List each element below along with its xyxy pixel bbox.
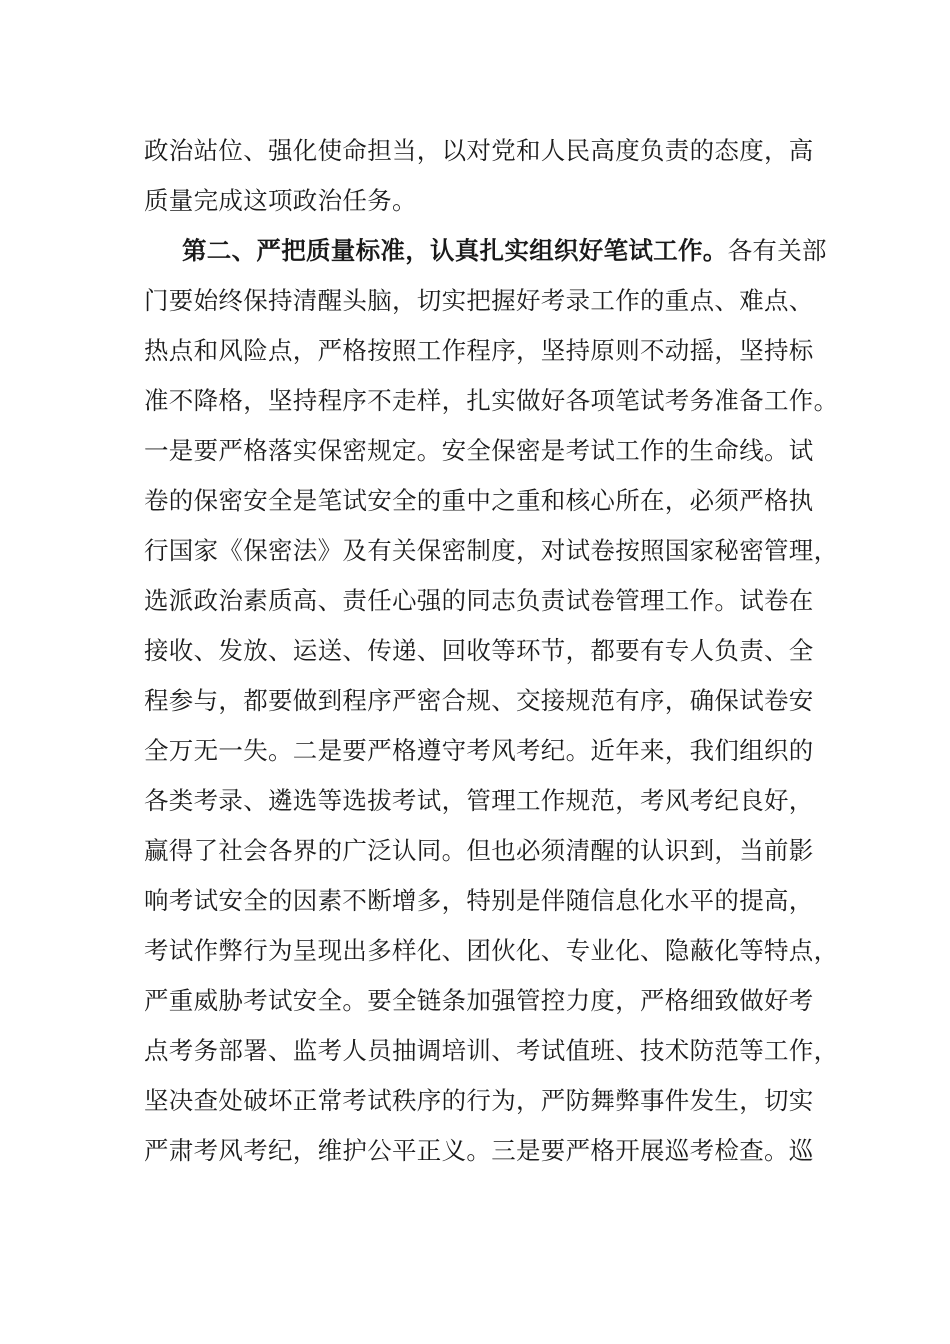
paragraph-2-line: 严重威胁考试安全。要全链条加强管控力度，严格细致做好考 xyxy=(144,986,814,1015)
paragraph-1-line: 质量完成这项政治任务。 xyxy=(144,186,417,215)
paragraph-2-line: 响考试安全的因素不断增多，特别是伴随信息化水平的提高， xyxy=(144,886,814,915)
paragraph-2-line: 坚决查处破坏正常考试秩序的行为，严防舞弊事件发生，切实 xyxy=(144,1086,814,1115)
paragraph-2-line: 程参与，都要做到程序严密合规、交接规范有序，确保试卷安 xyxy=(144,686,814,715)
paragraph-2-line: 严肃考风考纪，维护公平正义。三是要严格开展巡考检查。巡 xyxy=(144,1136,814,1165)
section-heading: 第二、严把质量标准，认真扎实组织好笔试工作。 xyxy=(182,236,728,265)
paragraph-2-line: 各类考录、遴选等选拔考试，管理工作规范，考风考纪良好， xyxy=(144,786,814,815)
paragraph-2-first-line xyxy=(182,231,862,271)
paragraph-2-line: 热点和风险点，严格按照工作程序，坚持原则不动摇，坚持标 xyxy=(144,336,814,365)
paragraph-2-line: 全万无一失。二是要严格遵守考风考纪。近年来，我们组织的 xyxy=(144,736,814,765)
paragraph-2-line: 一是要严格落实保密规定。安全保密是考试工作的生命线。试 xyxy=(144,436,814,465)
paragraph-2-line: 选派政治素质高、责任心强的同志负责试卷管理工作。试卷在 xyxy=(144,586,814,615)
paragraph-2-line: 门要始终保持清醒头脑，切实把握好考录工作的重点、难点、 xyxy=(144,286,814,315)
paragraph-1-line: 政治站位、强化使命担当，以对党和人民高度负责的态度，高 xyxy=(144,136,814,165)
paragraph-2-line: 接收、发放、运送、传递、回收等环节，都要有专人负责、全 xyxy=(144,636,814,665)
paragraph-2-line: 考试作弊行为呈现出多样化、团伙化、专业化、隐蔽化等特点， xyxy=(144,936,839,965)
paragraph-2-line: 准不降格，坚持程序不走样，扎实做好各项笔试考务准备工作。 xyxy=(144,386,839,415)
paragraph-2-line: 行国家《保密法》及有关保密制度，对试卷按照国家秘密管理， xyxy=(144,536,839,565)
paragraph-2-line: 点考务部署、监考人员抽调培训、考试值班、技术防范等工作， xyxy=(144,1036,839,1065)
paragraph-2-line: 卷的保密安全是笔试安全的重中之重和核心所在，必须严格执 xyxy=(144,486,814,515)
paragraph-2-line: 赢得了社会各界的广泛认同。但也必须清醒的认识到，当前影 xyxy=(144,836,814,865)
paragraph-2-text: 各有关部 xyxy=(727,236,827,265)
